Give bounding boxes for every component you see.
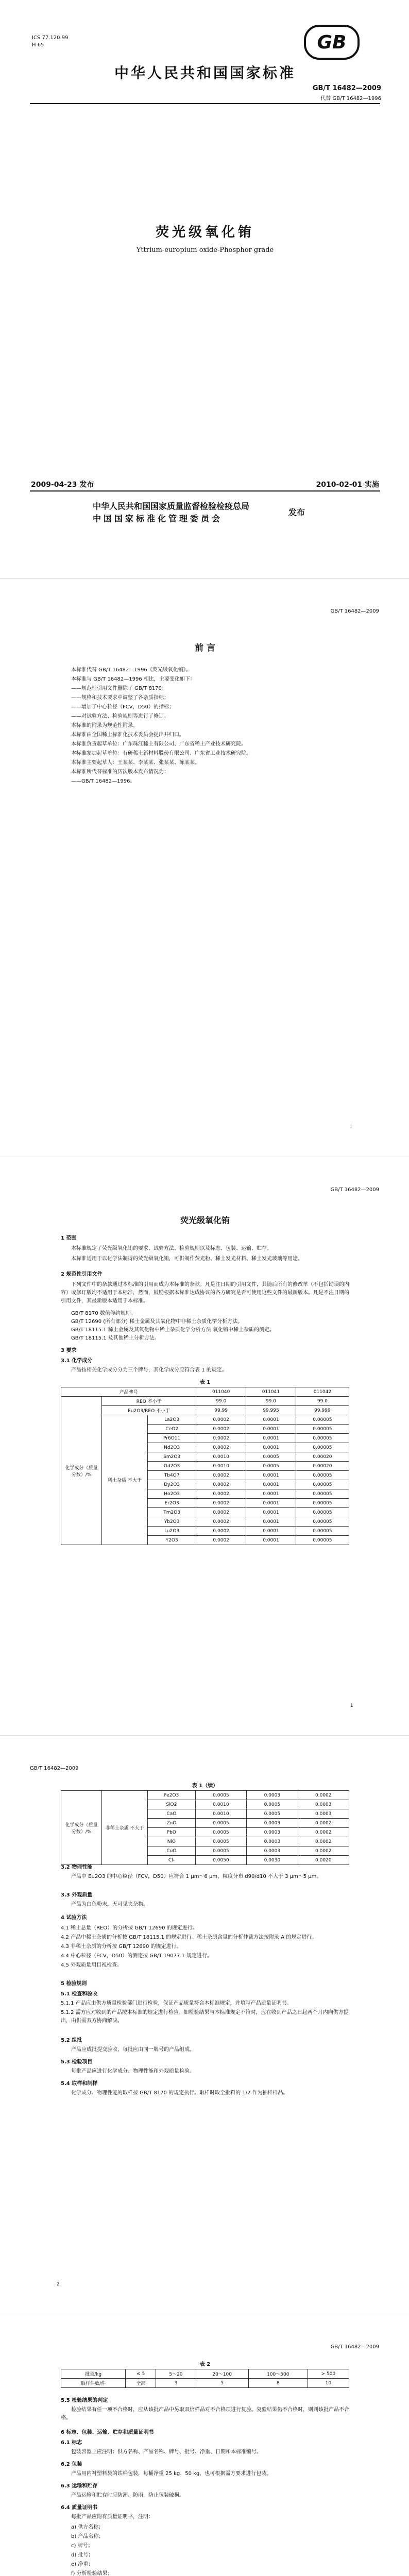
section-5-1-title: 5.1 检查和验收	[61, 1991, 98, 1997]
implementation-date: 2010-02-01 实施	[316, 481, 379, 489]
section-6-4-title: 6.4 质量证明书	[61, 2505, 98, 2511]
section-3-3-para: 产品为白色粉末，无可见夹杂物。	[71, 1902, 148, 1907]
table-cell: 0.0002	[196, 1471, 246, 1480]
table-header-cell: 011042	[296, 1387, 349, 1397]
list-item: 4.2 产品中稀土杂质的分析按 GB/T 18115.1 的规定进行。稀土杂质含量的分析仲裁方法按附录 A 的规定进行。	[61, 1935, 317, 1940]
section-5-3-title: 5.3 检验项目	[61, 2059, 93, 2065]
table-row	[61, 1791, 349, 1800]
table-cell: 0.00005	[296, 1508, 349, 1517]
table-cell: 0.00005	[296, 1425, 349, 1434]
table-1-continued	[61, 1790, 349, 1865]
reference-item: GB/T 8170 数值修约规则。	[71, 1311, 136, 1316]
list-item: 4.5 外观质量用目视检查。	[61, 1962, 123, 1968]
section-1-para-1: 本标准规定了荧光级氧化铕的要求、试验方法、检验规则以及标志、包装、运输、贮存。	[71, 1246, 272, 1251]
body-title: 荧光级氧化铕	[180, 1215, 230, 1225]
table-cell: 0.0005	[246, 1452, 296, 1462]
page-number: I	[350, 1125, 352, 1130]
table-cell: 0.0010	[195, 1800, 246, 1809]
table-cell: 0.0002	[196, 1434, 246, 1443]
table-cell: 99.0	[196, 1397, 246, 1406]
table-cell: 0.0002	[196, 1527, 246, 1536]
list-item: 5.1.2 需方应对收到的产品按本标准的规定进行检验。如检验结果与本标准规定不符时，应在收到产品之日起两个月内向供方提出，由供需双方协商解决。	[61, 2010, 349, 2024]
section-4-items	[61, 1924, 349, 1971]
table-cell: 稀土杂质 不大于	[102, 1415, 148, 1545]
table-cell: Lu2O3	[148, 1527, 196, 1536]
foreword-paragraph: ——GB/T 16482—1996。	[71, 778, 135, 784]
table-cell: Eu2O3/REO 不小于	[102, 1406, 196, 1415]
table-cell: 10	[308, 2379, 349, 2388]
table-cell: 0.0010	[196, 1462, 246, 1471]
table-cell: 0.0001	[246, 1536, 296, 1545]
standard-title-cn: 荧光级氧化铕	[155, 225, 254, 240]
foreword-paragraph: 本标准的附录为规范性附录。	[71, 723, 138, 728]
foreword-paragraph: 本标准与 GB/T 16482—1996 相比，主要变化如下：	[71, 676, 195, 682]
table-cell: 0.0050	[195, 1856, 246, 1865]
section-3-2-title: 3.2 物理性能	[61, 1865, 93, 1870]
table-cell: 0.0001	[246, 1517, 296, 1527]
table-cell: Tb4O7	[148, 1471, 196, 1480]
table-2	[61, 2369, 349, 2388]
table-row	[61, 1415, 349, 1425]
foreword-paragraph: 本标准所代替标准的历次版本发布情况为：	[71, 769, 169, 775]
foreword-paragraph: 本标准负责起草单位：广东珠江稀土有限公司、广东省稀土产业技术研究院。	[71, 741, 246, 747]
table-cell: 8	[248, 2379, 308, 2388]
foreword-paragraph: ——规格和技术要求中调整了各杂质指标；	[71, 695, 169, 701]
cover-top-rule	[30, 103, 380, 104]
table-row	[61, 1397, 349, 1406]
table-cell: Sm2O3	[148, 1452, 196, 1462]
table-cell: 0.0003	[247, 1819, 298, 1828]
table-cell: 0.0002	[196, 1425, 246, 1434]
table-cell: Er2O3	[148, 1499, 196, 1508]
table-cell: Cl-	[148, 1856, 196, 1865]
reference-item: GB/T 18115.1 稀土金属及其氧化物中稀土杂质化学分析方法 氧化铕中稀土杂质的测定。	[71, 1327, 275, 1333]
table-cell: 0.0002	[196, 1517, 246, 1527]
table-cell: 化学成分（质量分数）/%	[61, 1397, 102, 1545]
table-cell: 取样件数/件	[61, 2379, 126, 2388]
table-cell: 0.0030	[247, 1856, 298, 1865]
body-page-3	[0, 2314, 409, 2576]
page-number: 2	[57, 2282, 60, 2287]
table-cell: 化学成分（质量分数）/%	[61, 1791, 102, 1865]
table-cell: Pr6O11	[148, 1434, 196, 1443]
table-cell: 0.0010	[196, 1452, 246, 1462]
table-cell: 0.0002	[196, 1499, 246, 1508]
page-header-number: GB/T 16482—2009	[330, 2344, 379, 2350]
table-row	[61, 1406, 349, 1415]
table-cell: 0.0020	[298, 1856, 349, 1865]
cover-bottom-rule	[30, 490, 380, 492]
national-standard-title: 中华人民共和国国家标准	[114, 64, 296, 81]
table-cell: Ho2O3	[148, 1489, 196, 1499]
table-cell: 0.0002	[196, 1489, 246, 1499]
table-cell: 0.00020	[296, 1452, 349, 1462]
section-3-title: 3 要求	[61, 1348, 77, 1353]
table-cell: 0.0001	[246, 1489, 296, 1499]
body-page-2	[0, 1736, 409, 2314]
table-cell: 0.0001	[246, 1527, 296, 1536]
gb-logo: GB	[304, 25, 360, 60]
page-header-number: GB/T 16482—2009	[330, 608, 379, 614]
table-cell: 3	[156, 2379, 196, 2388]
section-3-1-title: 3.1 化学成分	[61, 1358, 93, 1364]
table-cell: 0.0002	[298, 1791, 349, 1800]
table-cell: 非稀土杂质 不大于	[102, 1791, 148, 1865]
table-cell: 0.0005	[195, 1791, 246, 1800]
list-item: 4.3 非稀土杂质的分析按 GB/T 12690 的规定进行。	[61, 1944, 182, 1950]
table-cell: 0.00005	[296, 1517, 349, 1527]
table-cell: 0.0002	[298, 1837, 349, 1846]
table-cell: 0.0003	[247, 1828, 298, 1837]
table-cell: 0.0001	[246, 1443, 296, 1452]
table-cell: 0.00005	[296, 1499, 349, 1508]
table-cell: NiO	[148, 1837, 196, 1846]
table-cell: Nd2O3	[148, 1443, 196, 1452]
table-header-cell: 011041	[246, 1387, 296, 1397]
table-header-cell: 100～500	[248, 2369, 308, 2379]
issue-word: 发布	[288, 507, 305, 517]
table-cell: 0.0005	[195, 1837, 246, 1846]
foreword-paragraph: 本标准主要起草人：王某某、李某某、张某某、陈某某。	[71, 760, 200, 766]
section-6-2-para: 产品用内衬塑料袋的铁桶包装，每桶净重 25 kg、50 kg，也可根据需方要求进行包装。	[71, 2471, 272, 2477]
table-cell: 0.00005	[296, 1536, 349, 1545]
table-cell: 0.0001	[246, 1471, 296, 1480]
table-header-cell: 产品牌号	[61, 1387, 196, 1397]
list-item: c) 牌号；	[71, 2543, 93, 2549]
table-1-cont-caption: 表 1（续）	[192, 1783, 218, 1789]
table-cell: 0.0001	[246, 1434, 296, 1443]
table-header-cell: 5～20	[156, 2369, 196, 2379]
section-6-2-title: 6.2 包装	[61, 2462, 82, 2467]
table-header-cell: > 500	[308, 2369, 349, 2379]
table-cell: 0.0001	[246, 1499, 296, 1508]
section-5-4-para: 化学成分、物理性能的取样按 GB/T 8170 的规定执行。取样时取全批料的 1/2 作为抽样样品。	[71, 2090, 288, 2096]
section-2-title: 2 规范性引用文件	[61, 1272, 103, 1277]
reference-item: GB/T 18115.1 及其他稀土分析方法。	[71, 1335, 160, 1341]
section-6-3-title: 6.3 运输和贮存	[61, 2483, 98, 2489]
table-2-caption: 表 2	[199, 2362, 211, 2367]
table-cell: 0.00020	[296, 1462, 349, 1471]
issuer-sac: 中国国家标准化管理委员会	[93, 514, 223, 523]
section-1-title: 1 范围	[61, 1235, 77, 1241]
table-cell: 99.0	[296, 1397, 349, 1406]
table-cell: 0.0002	[196, 1536, 246, 1545]
table-cell: 0.0001	[246, 1415, 296, 1425]
list-item: a) 供方名称；	[71, 2524, 104, 2530]
foreword-body	[61, 666, 349, 787]
section-6-1-para: 包装容器上应注明：供方名称、产品名称、牌号、批号、净重、日期和本标准编号。	[71, 2449, 262, 2455]
section-6-4-para: 每批产品应附有质量证明书，注明：	[71, 2514, 154, 2520]
table-1	[61, 1387, 349, 1545]
list-item: 4.1 稀土总量（REO）的分析按 GB/T 12690 的规定进行。	[61, 1925, 198, 1931]
section-5-2-title: 5.2 组批	[61, 2038, 82, 2043]
table-cell: Fe2O3	[148, 1791, 196, 1800]
table-cell: 0.00005	[296, 1489, 349, 1499]
standard-number: GB/T 16482—2009	[312, 84, 381, 92]
table-cell: 99.999	[296, 1406, 349, 1415]
page-header-number: GB/T 16482—2009	[330, 1187, 379, 1193]
table-cell: 0.0003	[298, 1800, 349, 1809]
issue-date: 2009-04-23 发布	[31, 481, 94, 489]
table-cell: 99.99	[196, 1406, 246, 1415]
reference-list	[61, 1310, 349, 1343]
ccs-code: H 65	[32, 42, 44, 48]
foreword-title: 前 言	[195, 643, 215, 653]
table-cell: 0.0005	[195, 1828, 246, 1837]
table-cell: 0.0002	[298, 1828, 349, 1837]
certificate-item-list	[71, 2523, 360, 2576]
table-1-caption: 表 1	[199, 1380, 211, 1385]
table-cell: Gd2O3	[148, 1462, 196, 1471]
section-5-4-title: 5.4 取样和制样	[61, 2081, 98, 2087]
table-cell: 0.0003	[247, 1846, 298, 1856]
foreword-paragraph: ——增加了中心粒径（FCV，D50）的指标；	[71, 704, 174, 710]
foreword-paragraph: 本标准代替 GB/T 16482—1996《荧光级氧化铕》。	[71, 667, 191, 673]
table-cell: 0.0002	[196, 1443, 246, 1452]
table-cell: 99.995	[246, 1406, 296, 1415]
table-cell: CuO	[148, 1846, 196, 1856]
cover-page	[0, 0, 409, 578]
section-6-title: 6 标志、包装、运输、贮存和质量证明书	[61, 2430, 154, 2435]
section-6-3-para: 产品运输和贮存时应防潮、防雨，防止包装破损。	[71, 2493, 184, 2498]
page-number: 1	[350, 1703, 353, 1708]
table-cell: Tm2O3	[148, 1508, 196, 1517]
foreword-page	[0, 579, 409, 1157]
table-cell: 0.0010	[195, 1809, 246, 1819]
table-cell: ZnO	[148, 1819, 196, 1828]
section-5-3-para: 每批产品应进行化学成分、物理性能和外观质量检验。	[71, 2069, 195, 2074]
table-cell: SiO2	[148, 1800, 196, 1809]
foreword-paragraph: ——对试验方法、检验规则等进行了修订。	[71, 714, 169, 719]
table-cell: CaO	[148, 1809, 196, 1819]
foreword-paragraph: ——规范性引用文件删除了 GB/T 8170；	[71, 686, 167, 691]
table-cell: Yb2O3	[148, 1517, 196, 1527]
table-header-cell: 20～100	[196, 2369, 248, 2379]
list-item: b) 产品名称；	[71, 2534, 104, 2539]
list-item: d) 批号；	[71, 2552, 94, 2558]
table-cell: 5	[196, 2379, 248, 2388]
table-cell: 0.0002	[298, 1846, 349, 1856]
replaces-note: 代替 GB/T 16482—1996	[320, 96, 381, 101]
table-cell: 0.0005	[247, 1809, 298, 1819]
table-cell: 0.0005	[246, 1462, 296, 1471]
table-cell: 0.00005	[296, 1471, 349, 1480]
table-header-row	[61, 2369, 349, 2379]
section-5-title: 5 检验规则	[61, 1981, 87, 1987]
table-cell: 0.0001	[246, 1508, 296, 1517]
table-cell: 0.00005	[296, 1443, 349, 1452]
section-5-2-para: 产品应成批提交验收，每批应由同一牌号的产品组成。	[71, 2047, 195, 2053]
section-3-3-title: 3.3 外观质量	[61, 1892, 93, 1898]
table-header-cell: 批量/kg	[61, 2369, 126, 2379]
body-page-1	[0, 1157, 409, 1735]
section-1-para-2: 本标准适用于以化学法制得的荧光级氧化铕，可供制作荧光粉、稀土发光材料、稀土发光玻璃等用途。	[71, 1256, 303, 1262]
table-cell: 99.0	[246, 1397, 296, 1406]
table-cell: Y2O3	[148, 1536, 196, 1545]
table-cell: Dy2O3	[148, 1480, 196, 1489]
table-header-cell: ≤ 5	[126, 2369, 156, 2379]
section-3-2-para: 产品中 Eu2O3 的中心粒径（FCV，D50）应符合 1 μm～6 μm，粒度分布 d90/d10 不大于 3 μm～5 μm。	[71, 1874, 322, 1879]
table-cell: 全部	[126, 2379, 156, 2388]
table-header-row	[61, 1387, 349, 1397]
table-cell: 0.00005	[296, 1415, 349, 1425]
table-cell: 0.0002	[196, 1508, 246, 1517]
table-cell: 0.0002	[298, 1819, 349, 1828]
list-item: 5.1.1 产品应由供方质量检验部门进行检验，保证产品质量符合本标准规定，并填写产品质量证明书。	[61, 2001, 292, 2006]
foreword-paragraph: 本标准参加起草单位：有研稀土新材料股份有限公司、广东省工业技术研究院。	[71, 751, 251, 756]
table-cell: CeO2	[148, 1425, 196, 1434]
list-item: e) 净重；	[71, 2562, 94, 2567]
table-cell: 0.0003	[247, 1791, 298, 1800]
table-cell: 0.0002	[196, 1415, 246, 1425]
section-3-1-para: 产品按相关化学成分分为三个牌号，其化学成分应符合表 1 的规定。	[71, 1367, 227, 1373]
table-cell: PbO	[148, 1828, 196, 1837]
table-cell: 0.0003	[247, 1837, 298, 1846]
table-cell: 0.0001	[246, 1480, 296, 1489]
table-cell: 0.00005	[296, 1434, 349, 1443]
table-cell: REO 不小于	[102, 1397, 196, 1406]
table-cell: 0.00005	[296, 1527, 349, 1536]
list-item: f) 分析检验结果；	[71, 2571, 113, 2576]
table-cell: 0.00005	[296, 1480, 349, 1489]
foreword-paragraph: 本标准由全国稀土标准化技术委员会提出并归口。	[71, 732, 184, 738]
section-2-para: 下列文件中的条款通过本标准的引用而成为本标准的条款。凡是注日期的引用文件，其随后所有的修改单（不包括勘误的内容）或修订版均不适用于本标准，然而，鼓励根据本标准达成协议的各方研究是否可使用这些文件的最新版本。凡是不注日期的引用文件，其最新版本适用于本标准。	[61, 1282, 349, 1304]
page-header-number: GB/T 16482—2009	[30, 1766, 79, 1771]
table-cell: La2O3	[148, 1415, 196, 1425]
section-5-5-title: 5.5 检验结果的判定	[61, 2398, 108, 2403]
table-cell: 0.0001	[246, 1425, 296, 1434]
section-4-title: 4 试验方法	[61, 1915, 87, 1921]
reference-item: GB/T 12690 (所有部分) 稀土金属及其氧化物中非稀土杂质化学分析方法。	[71, 1319, 243, 1325]
table-row	[61, 2379, 349, 2388]
section-5-5-para: 检验结果有任一项不合格时，应从该批产品中另取双倍样品对不合格项进行复验。复验结果仍不合格时，则判该批产品不合格。	[61, 2407, 349, 2421]
table-cell: 0.0005	[195, 1819, 246, 1828]
table-cell: 0.0005	[195, 1846, 246, 1856]
section-5-1-items	[61, 1999, 349, 2026]
issuer-aqsiq: 中华人民共和国国家质量监督检验检疫总局	[93, 501, 250, 511]
table-cell: 0.0003	[298, 1809, 349, 1819]
table-cell: 0.0005	[247, 1800, 298, 1809]
standard-title-en: Yttrium-europium oxide-Phosphor grade	[136, 246, 274, 254]
list-item: 4.4 中心粒径（FCV，D50）的测定按 GB/T 19077.1 规定进行。	[61, 1953, 213, 1959]
ics-code: ICS 77.120.99	[32, 35, 69, 41]
table-cell: 0.0002	[196, 1480, 246, 1489]
section-6-1-title: 6.1 标志	[61, 2440, 82, 2446]
table-header-cell: 011040	[196, 1387, 246, 1397]
